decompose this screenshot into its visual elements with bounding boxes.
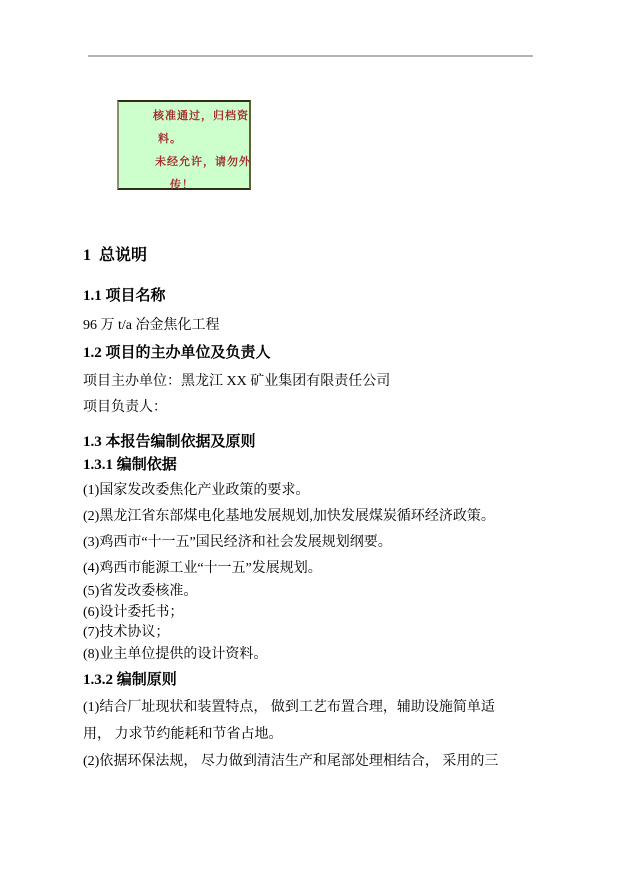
stamp-text-line: 未经允许，请勿外 — [155, 156, 251, 168]
basis-list-item: (1)国家发改委焦化产业政策的要求。 — [83, 483, 310, 498]
stamp-text-line: 核准通过，归档资 — [153, 110, 249, 122]
section-heading-1-2: 1.2 项目的主办单位及负责人 — [83, 345, 271, 361]
document-content — [83, 248, 561, 769]
approval-stamp — [117, 100, 251, 190]
basis-list-item: (5)省发改委核准。 — [83, 584, 198, 599]
leader-paragraph: 项目负责人： — [83, 400, 167, 415]
basis-list-item: (6)设计委托书； — [83, 605, 184, 620]
header-rule — [88, 55, 533, 57]
subsection-heading-1-3-2: 1.3.2 编制原则 — [83, 672, 177, 688]
basis-list-item: (8)业主单位提供的设计资料。 — [83, 647, 268, 662]
principle-list-item: (2)依据环保法规， 尽力做到清洁生产和尾部处理相结合， 采用的三 — [83, 754, 499, 769]
section-heading-1-1: 1.1 项目名称 — [83, 288, 166, 304]
principle-list-item-continuation: 用， 力求节约能耗和节省占地。 — [83, 727, 283, 742]
section-heading-1-3: 1.3 本报告编制依据及原则 — [83, 434, 256, 450]
principle-list-item: (1)结合厂址现状和装置特点， 做到工艺布置合理，辅助设施简单适 — [83, 700, 495, 715]
basis-list-item: (4)鸡西市能源工业“十一五”发展规划。 — [83, 561, 322, 576]
basis-list-item: (2)黑龙江省东部煤电化基地发展规划,加快发展煤炭循环经济政策。 — [83, 509, 495, 524]
basis-list-item: (7)技术协议； — [83, 625, 170, 640]
stamp-text-line: 料。 — [158, 133, 182, 145]
project-name-paragraph: 96 万 t/a 冶金焦化工程 — [83, 318, 220, 333]
stamp-text-line: 传！ — [170, 179, 194, 191]
organizer-paragraph: 项目主办单位：黑龙江 XX 矿业集团有限责任公司 — [83, 374, 391, 389]
basis-list-item: (3)鸡西市“十一五”国民经济和社会发展规划纲要。 — [83, 535, 392, 550]
chapter-title: 1 总说明 — [83, 247, 148, 264]
subsection-heading-1-3-1: 1.3.1 编制依据 — [83, 457, 177, 473]
